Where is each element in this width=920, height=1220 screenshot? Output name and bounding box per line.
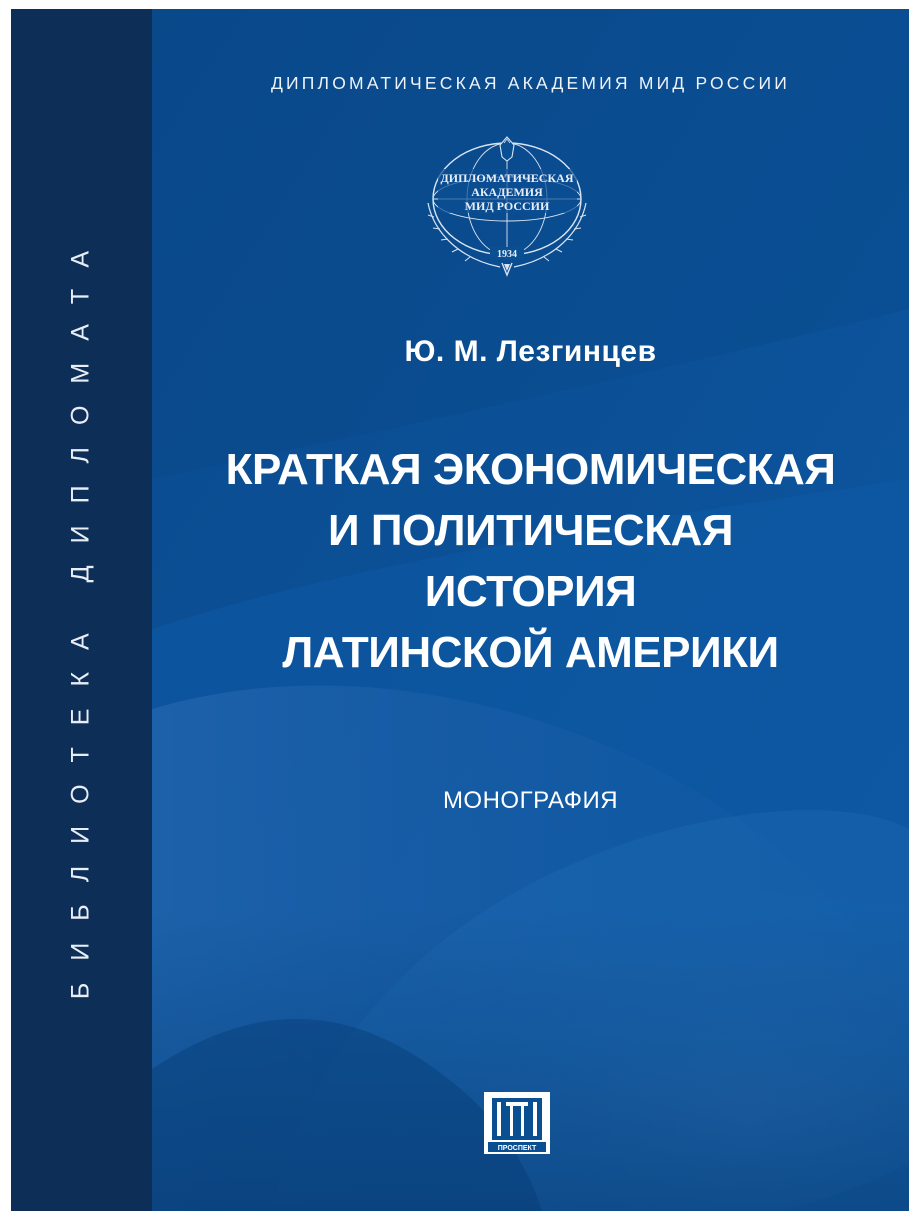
title-line: ИСТОРИЯ: [424, 567, 637, 616]
title-line: И ПОЛИТИЧЕСКАЯ: [328, 506, 733, 555]
cover-content: [152, 9, 909, 1211]
series-title: БИБЛИОТЕКА ДИПЛОМАТА: [66, 228, 95, 1000]
publisher-name: ПРОСПЕКТ: [497, 1145, 537, 1152]
title-line: ЛАТИНСКОЙ АМЕРИКИ: [282, 628, 779, 677]
series-spine: [11, 9, 152, 1211]
book-cover: [11, 9, 909, 1211]
emblem-year: 1934: [497, 249, 517, 260]
author-name: Ю. М. Лезгинцев: [404, 335, 657, 368]
emblem-line3: МИД РОССИИ: [464, 199, 550, 213]
emblem-line2: АКАДЕМИЯ: [471, 185, 543, 199]
book-title: [152, 439, 909, 683]
prospekt-logo-icon: [484, 1092, 550, 1154]
academy-name: ДИПЛОМАТИЧЕСКАЯ АКАДЕМИЯ МИД РОССИИ: [270, 73, 791, 93]
book-genre: МОНОГРАФИЯ: [442, 787, 619, 814]
emblem-line1: ДИПЛОМАТИЧЕСКАЯ: [440, 171, 574, 185]
title-line: КРАТКАЯ ЭКОНОМИЧЕСКАЯ: [225, 445, 836, 494]
academy-globe-emblem-icon: [420, 133, 595, 281]
